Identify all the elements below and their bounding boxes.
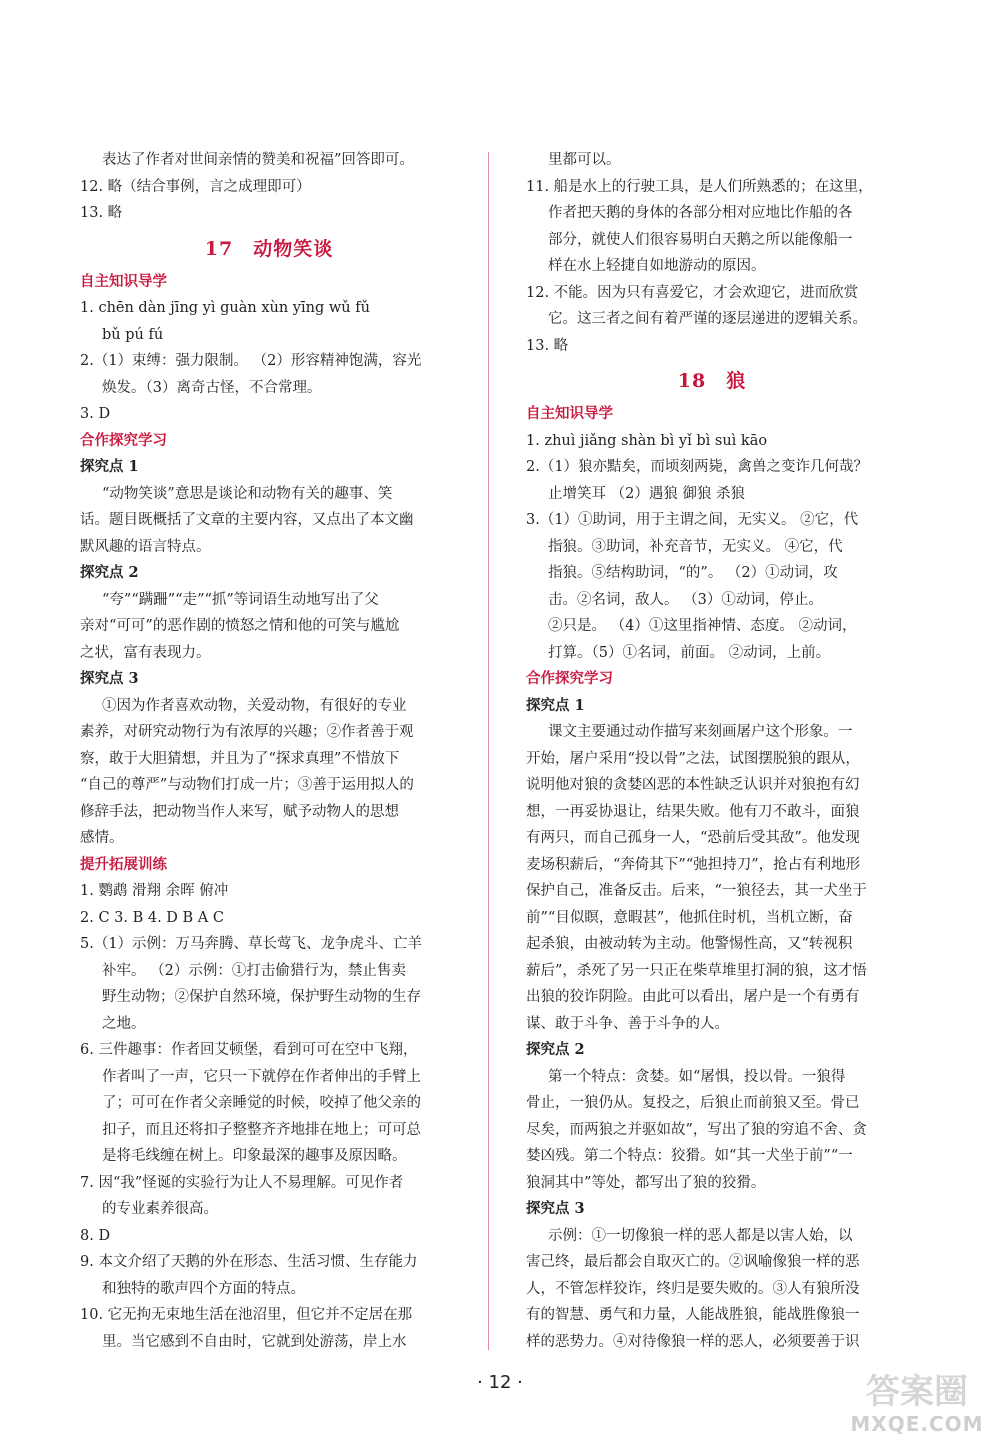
text-line: 有两只，而自己孤身一人，“恐前后受其敌”。他发现 [526,830,860,846]
watermark-logo [842,1362,992,1444]
text-line: 7. 因“我”怪诞的实验行为让人不易理解。可见作者 [80,1174,404,1191]
text-line: 作者叫了一声，它只一下就停在作者伸出的手臂上 [102,1068,421,1085]
subsection-heading: 探究点 2 [526,1041,585,1058]
text-line: 谋、敢于斗争、善于斗争的人。 [526,1015,729,1032]
text-line: 9. 本文介绍了天鹅的外在形态、生活习惯、生存能力 [80,1254,418,1270]
watermark-url: MXQE.COM [850,1412,984,1436]
text-line: 的专业素养很高。 [102,1201,218,1217]
text-line: 默风趣的语言特点。 [80,538,211,555]
text-line: “自己的尊严”与动物们打成一片；③善于运用拟人的 [80,777,414,793]
section-heading: 合作探究学习 [80,431,167,449]
text-line: 婪凶残。第二个特点：狡猾。如“其一犬坐于前”“一 [526,1148,853,1164]
text-line: 2.（1）狼亦黠矣，而顷刻两毙，禽兽之变诈几何哉？ [526,459,869,475]
text-line: 2. C 3. B 4. D B A C [80,909,224,926]
text-line: 表达了作者对世间亲情的赞美和祝福”回答即可。 [102,152,414,168]
text-line: ①因为作者喜欢动物，关爱动物，有很好的专业 [102,697,407,714]
text-line: 指狼。⑤结构助词，“的”。 （2）①动词，攻 [548,565,838,581]
column-divider [488,152,489,1350]
text-line: 尽矣，而两狼之并驱如故”，写出了狼的穷追不舍、贪 [526,1121,867,1138]
text-line: 击。②名词，敌人。 （3）①动词，停止。 [548,591,823,608]
lesson-title: 18 狼 [677,370,747,392]
text-line: 12. 略（结合事例，言之成理即可） [80,178,311,195]
page-number: · 12 · [477,1372,523,1393]
section-heading: 合作探究学习 [526,670,613,687]
text-line: 13. 略 [526,337,569,354]
text-line: 扣子，而且还将扣子整整齐齐地排在地上；可可总 [102,1121,421,1138]
text-line: 12. 不能。因为只有喜爱它，才会欢迎它，进而欣赏 [526,284,859,301]
section-heading: 自主知识导学 [80,272,167,290]
text-line: 13. 略 [80,205,123,221]
text-line: 样的恶势力。④对待像狼一样的恶人，必须要善于识 [526,1333,860,1350]
text-line: 补牢。 （2）示例：①打击偷猎行为，禁止售卖 [102,962,406,979]
text-line: 是将毛线缠在树上。印象最深的趣事及原因略。 [102,1148,407,1164]
text-line: 素养，对研究动物行为有浓厚的兴趣；②作者善于观 [80,724,414,740]
subsection-heading: 探究点 1 [80,458,139,475]
text-line: 指狼。③助词，补充音节，无实义。 ④它，代 [548,538,843,555]
text-line: 感情。 [80,830,124,846]
text-line: 打算。（5）①名词，前面。 ②动词，上前。 [548,644,831,661]
text-line: 和独特的歌声四个方面的特点。 [102,1280,305,1297]
text-line: 狼洞其中”等处，都写出了狼的狡猾。 [526,1174,766,1191]
subsection-heading: 探究点 1 [526,696,585,714]
text-line: 想，一再妥协退让，结果失败。他有刀不敢斗，面狼 [526,803,860,820]
text-line: 8. D [80,1227,111,1244]
text-line: 样在水上轻捷自如地游动的原因。 [548,258,766,274]
text-line: 开始，屠户采用“投以骨”之法，试图摆脱狼的跟从， [526,750,860,767]
text-line: bǔ pú fú [102,326,164,343]
text-line: 害己终，最后都会自取灭亡的。②讽喻像狼一样的恶 [526,1254,860,1270]
text-line: 薪后”，杀死了另一只正在柴草堆里打洞的狼，这才悟 [526,962,867,979]
text-line: 人，不管怎样狡诈，终归是要失败的。③人有狼所没 [526,1280,860,1297]
text-line: 骨止，一狼仍从。复投之，后狼止而前狼又至。骨已 [526,1095,860,1111]
subsection-heading: 探究点 3 [80,670,139,687]
text-line: 第一个特点：贪婪。如“屠惧，投以骨。一狼得 [548,1068,846,1085]
text-line: 它。这三者之间有着严谨的逐层递进的逻辑关系。 [548,311,867,327]
text-line: 前”“目似瞑，意暇甚”，他抓住时机，当机立断，奋 [526,909,853,926]
text-line: 之状，富有表现力。 [80,644,211,661]
text-line: 里都可以。 [548,152,621,168]
subsection-heading: 探究点 3 [526,1200,585,1217]
text-line: 亲对“可可”的恶作剧的愤怒之情和他的可笑与尴尬 [80,618,400,634]
lesson-title: 17 动物笑谈 [204,237,334,260]
text-line: 5.（1）示例：万马奔腾、草长莺飞、龙争虎斗、亡羊 [80,936,423,952]
text-line: 之地。 [102,1015,146,1032]
text-line: 焕发。（3）离奇古怪，不合常理。 [102,379,322,396]
text-line: 作者把天鹅的身体的各部分相对应地比作船的各 [548,205,853,221]
text-line: 修辞手法，把动物当作人来写，赋予动物人的思想 [80,803,399,820]
text-line: 出狼的狡诈阴险。由此可以看出，屠户是一个有勇有 [526,989,860,1005]
text-line: 起杀狼，由被动转为主动。他警惕性高，又“转视积 [526,936,853,952]
section-heading: 提升拓展训练 [80,855,167,873]
text-line: 10. 它无拘无束地生活在池沼里，但它并不定居在那 [80,1307,413,1323]
text-line: 麦场积薪后，“奔倚其下”“弛担持刀”，抢占有利地形 [526,856,861,873]
text-line: 察，敢于大胆猜想，并且为了“探求真理”不惜放下 [80,750,400,767]
text-line: 1. chēn dàn jīng yì guàn xùn yīng wǔ fǔ [80,300,370,316]
text-line: 话。题目既概括了文章的主要内容，又点出了本文幽 [80,512,414,528]
text-line: 保护自己，准备反击。后来，“一狼径去，其一犬坐于 [526,883,867,899]
text-line: 有的智慧、勇气和力量，人能战胜狼，能战胜像狼一 [526,1307,860,1323]
text-line: 说明他对狼的贪婪凶恶的本性缺乏认识并对狼抱有幻 [526,777,860,793]
text-line: 1. 鹦鹉 滑翔 余晖 俯冲 [80,883,229,899]
text-line: 6. 三件趣事：作者回艾顿堡，看到可可在空中飞翔， [80,1042,418,1058]
text-line: 止增笑耳 （2）遇狼 御狼 杀狼 [548,485,746,502]
text-line: 了；可可在作者父亲睡觉的时候，咬掉了他父亲的 [102,1095,421,1111]
text-line: 3. D [80,406,111,422]
text-line: 2.（1）束缚：强力限制。 （2）形容精神饱满，容光 [80,353,422,369]
text-line: 11. 船是水上的行驶工具，是人们所熟悉的；在这里， [526,178,873,195]
text-line: 示例：①一切像狼一样的恶人都是以害人始，以 [548,1227,853,1244]
watermark-logo-text: 答案圈 [866,1372,968,1412]
right-column [526,147,898,1355]
text-line: ②只是。 （4）①这里指神情、态度。 ②动词， [548,618,857,634]
text-line: 3.（1）①助词，用于主谓之间，无实义。 ②它，代 [526,512,859,528]
text-line: 野生动物；②保护自然环境，保护野生动物的生存 [102,989,421,1005]
text-line: 里。当它感到不自由时，它就到处游荡，岸上水 [102,1333,407,1350]
text-line: 课文主要通过动作描写来刻画屠户这个形象。一 [548,724,853,740]
left-column [80,147,458,1355]
text-line: “动物笑谈”意思是谈论和动物有关的趣事、笑 [102,485,393,502]
subsection-heading: 探究点 2 [80,564,139,581]
text-line: 部分，就使人们很容易明白天鹅之所以能像船一 [548,231,853,248]
section-heading: 自主知识导学 [526,405,613,422]
text-line: 1. zhuì jiǎng shàn bì yǐ bì suì kāo [526,432,768,449]
text-line: “夸”“蹒跚”“走”“抓”等词语生动地写出了父 [102,591,379,608]
